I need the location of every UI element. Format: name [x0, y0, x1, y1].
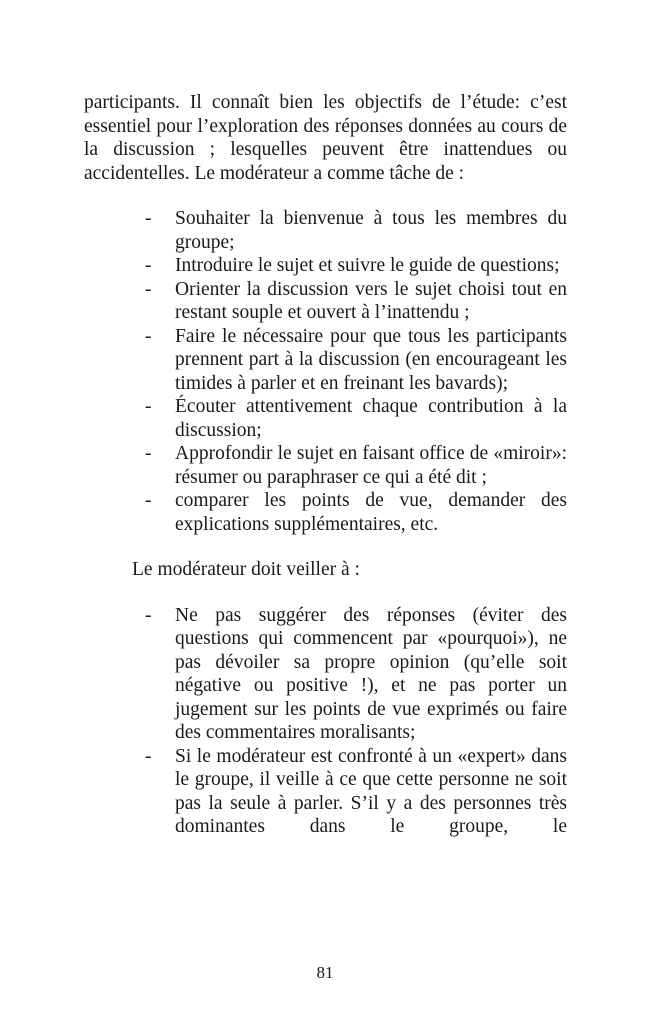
list-item-task-2: [84, 254, 567, 278]
list-item-text: Faire le nécessaire pour que tous les participants prennent part à la discussion (en encourageant les timides à parler et en freinant les bavards);: [175, 325, 567, 394]
page-number: 81: [316, 963, 334, 982]
page-body: [84, 91, 567, 839]
list-item-text: Orienter la discussion vers le sujet choisi tout en restant souple et ouvert à l’inattendu ;: [175, 278, 567, 323]
intro-paragraph: participants. Il connaît bien les objectifs de l’étude: c’est essentiel pour l’exploration des réponses données au cours de la discussion ; lesquelles peuvent être inattendues ou accidentelles. Le modérateur a comme tâche de :: [84, 92, 567, 184]
list-item-caution-1: [84, 604, 567, 745]
list-item-task-6: [84, 442, 567, 489]
subheading: Le modérateur doit veiller à :: [132, 559, 360, 580]
list-dash: -: [145, 604, 152, 626]
list-item-task-3: [84, 278, 567, 325]
list-dash: -: [145, 490, 152, 511]
list-dash: -: [145, 396, 152, 417]
list-item-task-1: [84, 207, 567, 254]
list-item-text: Si le modérateur est confronté à un «expert» dans le groupe, il veille à ce que cette personne ne soit pas la seule à parler. S’il y a des personnes très dominantes dans le groupe, le: [175, 745, 567, 837]
list-item-text: comparer les points de vue, demander des explications supplémentaires, etc.: [175, 490, 567, 535]
list-dash: -: [145, 325, 152, 347]
list-item-task-5: [84, 395, 567, 442]
list-item-text: Approfondir le sujet en faisant office de «miroir»: résumer ou paraphraser ce qui a été dit ;: [175, 443, 567, 488]
list-item-text: Introduire le sujet et suivre le guide de questions;: [175, 255, 560, 276]
list-dash: -: [145, 208, 152, 229]
moderator-cautions-list: [84, 604, 567, 839]
list-dash: -: [145, 745, 152, 767]
list-item-caution-2: [84, 745, 567, 839]
list-dash: -: [145, 443, 152, 464]
list-dash: -: [145, 255, 152, 276]
moderator-tasks-list: [84, 207, 567, 536]
list-item-task-4: [84, 325, 567, 396]
list-item-text: Ne pas suggérer des réponses (éviter des questions qui commencent par «pourquoi»), ne pas dévoiler sa propre opinion (qu’elle soit négative ou positive !), et ne pas porter un jugement sur les points de vue exprimés ou faire des commentaires moralisants;: [175, 604, 567, 743]
list-item-task-7: [84, 489, 567, 536]
list-item-text: Écouter attentivement chaque contribution à la discussion;: [175, 396, 567, 441]
list-dash: -: [145, 278, 152, 300]
list-item-text: Souhaiter la bienvenue à tous les membres du groupe;: [175, 208, 567, 253]
